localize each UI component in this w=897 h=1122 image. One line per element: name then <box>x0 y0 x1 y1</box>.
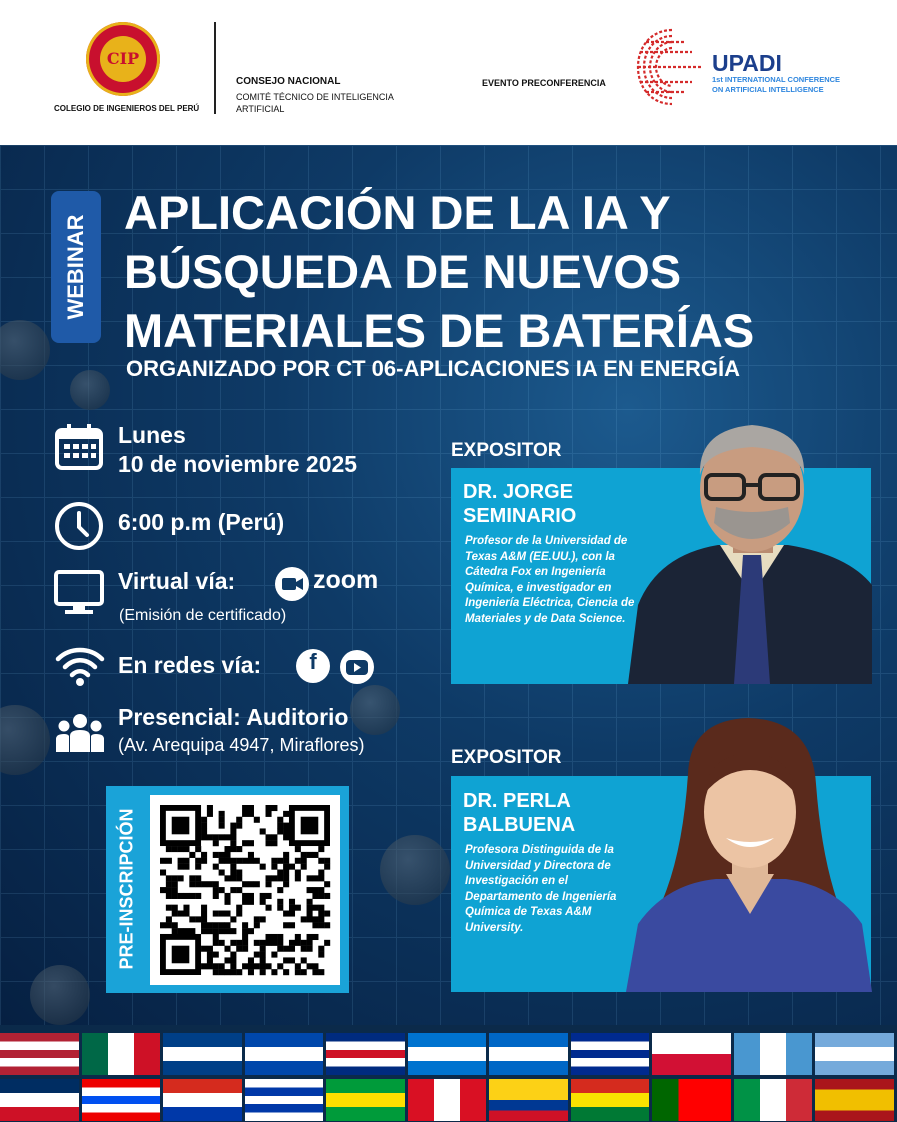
speaker-1-label: EXPOSITOR <box>451 440 562 461</box>
youtube-icon[interactable] <box>339 649 375 685</box>
header-divider <box>214 22 216 114</box>
country-flag <box>163 1079 242 1121</box>
country-flag <box>489 1033 568 1075</box>
title-line-1: APLICACIÓN DE LA IA Y <box>124 186 671 239</box>
comite-subtitle: COMITÉ TÉCNICO DE INTELIGENCIA ARTIFICIAL <box>236 92 394 114</box>
flags-strip <box>0 1033 897 1122</box>
webinar-label: WEBINAR <box>63 214 88 320</box>
country-flag <box>82 1079 161 1121</box>
country-flag <box>0 1079 79 1121</box>
certificate-note: (Emisión de certificado) <box>119 607 287 624</box>
country-flag <box>326 1079 405 1121</box>
social-label: En redes vía: <box>118 652 262 678</box>
country-flag <box>163 1033 242 1075</box>
qr-code[interactable] <box>150 795 340 985</box>
qr-label: PRE-INSCRIPCIÓN <box>116 808 137 970</box>
address-label: (Av. Arequipa 4947, Miraflores) <box>118 735 365 755</box>
speaker-1-photo <box>628 405 872 684</box>
header-bar <box>0 0 897 145</box>
qr-code-pattern <box>150 795 340 985</box>
event-subtitle: ORGANIZADO POR CT 06-APLICACIONES IA EN ENERGÍA <box>126 356 741 381</box>
upadi-name: UPADI <box>712 50 782 76</box>
speaker-1-name-line2: SEMINARIO <box>463 505 577 527</box>
speaker-2-name-line2: BALBUENA <box>463 814 576 836</box>
upadi-subtitle <box>712 75 840 95</box>
upadi-sub-line1: 1st INTERNATIONAL CONFERENCE <box>712 75 841 84</box>
speaker-2-name-line1: DR. PERLA <box>463 790 571 812</box>
country-flag <box>326 1033 405 1075</box>
time-label: 6:00 p.m (Perú) <box>118 509 285 535</box>
speaker-2-label: EXPOSITOR <box>451 747 562 768</box>
speaker-2-photo <box>626 714 872 992</box>
country-flag <box>652 1079 731 1121</box>
speaker-2-description: Profesora Distinguida de la Universidad y Directora de Investigación en el Departamento de Ingeniería Química de Texas A&M University. <box>465 844 617 934</box>
country-flag <box>571 1033 650 1075</box>
presencial-label: Presencial: Auditorio <box>118 704 349 730</box>
webinar-badge <box>51 191 101 343</box>
monitor-icon <box>53 569 105 617</box>
background-orb <box>70 370 110 410</box>
country-flag <box>815 1079 894 1121</box>
virtual-label: Virtual vía: <box>118 568 236 594</box>
title-line-2: BÚSQUEDA DE NUEVOS <box>124 245 682 298</box>
cip-name: COLEGIO DE INGENIEROS DEL PERÚ <box>54 104 200 113</box>
country-flag <box>0 1033 79 1075</box>
zoom-logo-icon <box>274 566 310 602</box>
country-flag <box>82 1033 161 1075</box>
evento-label: EVENTO PRECONFERENCIA <box>482 78 606 88</box>
country-flag <box>815 1033 894 1075</box>
country-flag <box>734 1079 813 1121</box>
country-flag <box>489 1079 568 1121</box>
country-flag <box>408 1079 487 1121</box>
background-orb <box>30 965 90 1025</box>
upadi-sub-line2: ON ARTIFICIAL INTELLIGENCE <box>712 85 824 94</box>
country-flag <box>408 1033 487 1075</box>
consejo-title: CONSEJO NACIONAL <box>236 76 341 87</box>
date-label: 10 de noviembre 2025 <box>118 451 358 477</box>
country-flag <box>245 1033 324 1075</box>
speaker-2-name <box>463 789 575 837</box>
cip-logo: CIP <box>86 22 160 96</box>
people-icon <box>53 712 107 754</box>
clock-icon <box>53 500 105 552</box>
speaker-1-description: Profesor de la Universidad de Texas A&M (EE.UU.), con la Cátedra Fox en Ingeniería Química, e investigador en Ingeniería Eléctrica, Ciencia de Materiales y de Data Science. <box>465 535 635 625</box>
zoom-wordmark: zoom <box>313 566 379 594</box>
background-orb <box>350 685 400 735</box>
event-title <box>124 183 844 360</box>
date-info <box>118 421 357 479</box>
upadi-globe-icon <box>632 22 712 112</box>
facebook-icon[interactable]: f <box>296 649 330 683</box>
country-flag <box>245 1079 324 1121</box>
day-label: Lunes <box>118 422 186 448</box>
background-orb <box>380 835 450 905</box>
country-flag <box>571 1079 650 1121</box>
country-flag <box>734 1033 813 1075</box>
country-flag <box>652 1033 731 1075</box>
title-line-3: MATERIALES DE BATERÍAS <box>124 304 755 357</box>
speaker-1-name-line1: DR. JORGE <box>463 481 574 503</box>
wifi-icon <box>55 645 105 687</box>
speaker-1-name <box>463 480 576 528</box>
calendar-icon <box>54 422 104 472</box>
